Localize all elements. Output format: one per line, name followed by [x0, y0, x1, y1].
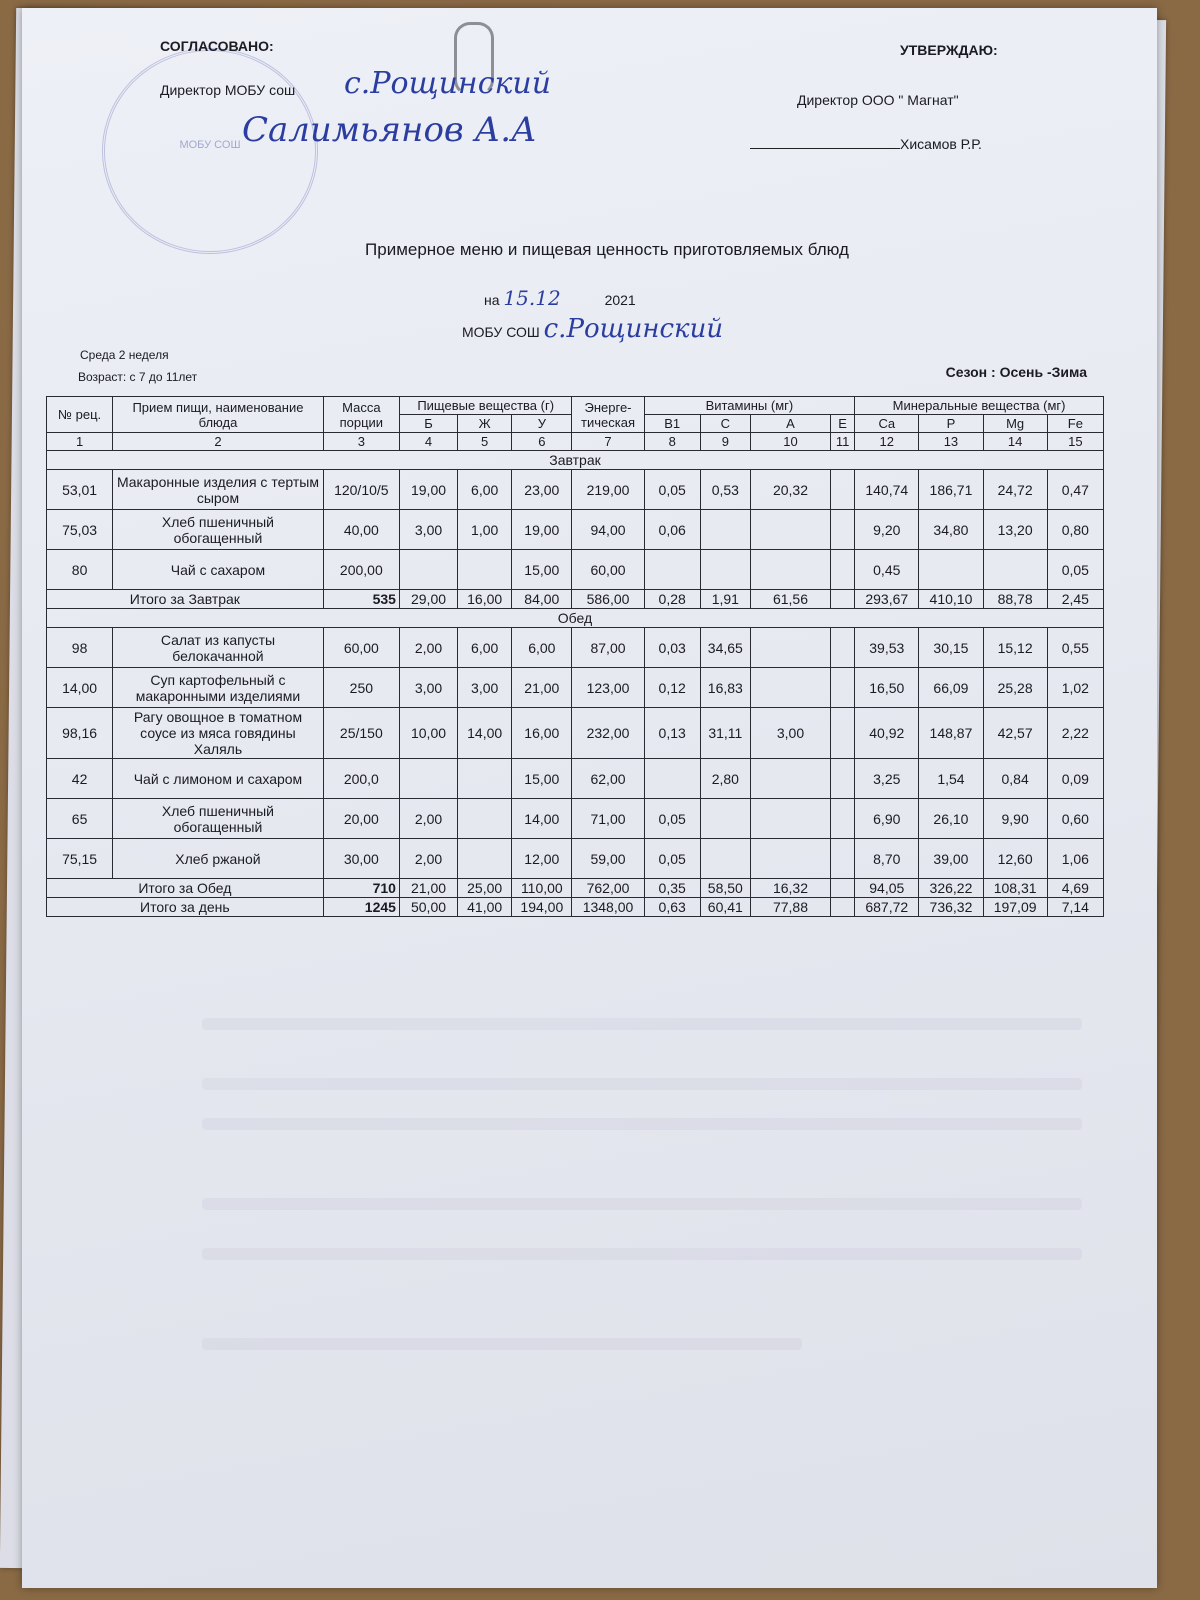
nutrition-value — [750, 510, 830, 550]
total-value: 687,72 — [855, 898, 919, 917]
nutrition-value: 0,53 — [700, 470, 750, 510]
nutrition-value: 200,0 — [323, 759, 399, 799]
nutrition-value: 19,00 — [512, 510, 572, 550]
faded-text-line — [202, 1018, 1082, 1030]
subheader-cell: Fe — [1047, 415, 1103, 433]
total-value: 0,63 — [644, 898, 700, 917]
dish-row — [47, 510, 1104, 550]
nutrition-value — [399, 759, 457, 799]
column-index-cell: 10 — [750, 433, 830, 451]
nutrition-value: 40,92 — [855, 708, 919, 759]
nutrition-value — [644, 759, 700, 799]
subheader-cell: Б — [399, 415, 457, 433]
handwritten-signature: Салимьянов А.А — [242, 110, 537, 150]
total-value: 194,00 — [512, 898, 572, 917]
nutrition-value: 15,00 — [512, 550, 572, 590]
column-index-cell: 6 — [512, 433, 572, 451]
nutrition-value — [700, 510, 750, 550]
nutrition-value: 2,00 — [399, 628, 457, 668]
nutrition-value: 60,00 — [323, 628, 399, 668]
column-index-cell: 3 — [323, 433, 399, 451]
header-minerals: Минеральные вещества (мг) — [855, 397, 1104, 415]
faded-text-line — [202, 1248, 1082, 1260]
nutrition-value: 0,47 — [1047, 470, 1103, 510]
subheader-cell: У — [512, 415, 572, 433]
nutrition-value: 39,00 — [919, 839, 983, 879]
approval-right-name: Хисамов Р.Р. — [750, 136, 982, 152]
nutrition-value: 2,00 — [399, 839, 457, 879]
nutrition-value: 15,12 — [983, 628, 1047, 668]
nutrition-value: 12,00 — [512, 839, 572, 879]
nutrition-value: 60,00 — [572, 550, 644, 590]
nutrition-value: 66,09 — [919, 668, 983, 708]
nutrition-value: 148,87 — [919, 708, 983, 759]
nutrition-value: 20,00 — [323, 799, 399, 839]
dish-row — [47, 759, 1104, 799]
nutrition-value: 0,06 — [644, 510, 700, 550]
dish-name: Рагу овощное в томатном соусе из мяса говядины Халяль — [113, 708, 324, 759]
total-value — [831, 590, 855, 609]
nutrition-value: 16,83 — [700, 668, 750, 708]
nutrition-value: 71,00 — [572, 799, 644, 839]
total-value: 29,00 — [399, 590, 457, 609]
total-value: 7,14 — [1047, 898, 1103, 917]
nutrition-value: 34,80 — [919, 510, 983, 550]
nutrition-value: 1,00 — [458, 510, 512, 550]
nutrition-value: 0,13 — [644, 708, 700, 759]
subheader-cell: В1 — [644, 415, 700, 433]
nutrition-value: 232,00 — [572, 708, 644, 759]
total-value: 16,00 — [458, 590, 512, 609]
column-index-cell: 1 — [47, 433, 113, 451]
header-nutrients: Пищевые вещества (г) — [399, 397, 571, 415]
nutrition-value: 8,70 — [855, 839, 919, 879]
nutrition-value — [700, 839, 750, 879]
nutrition-value — [831, 759, 855, 799]
nutrition-value: 3,00 — [750, 708, 830, 759]
nutrition-value — [831, 839, 855, 879]
dish-name: Чай с сахаром — [113, 550, 324, 590]
nutrition-value: 1,06 — [1047, 839, 1103, 879]
nutrition-value — [831, 628, 855, 668]
nutrition-value: 0,09 — [1047, 759, 1103, 799]
handwritten-date: 15.12 — [503, 286, 561, 310]
total-value: 2,45 — [1047, 590, 1103, 609]
subheader-cell: А — [750, 415, 830, 433]
menu-table — [46, 396, 1104, 917]
total-value: 94,05 — [855, 879, 919, 898]
section-title: Завтрак — [47, 451, 1104, 470]
nutrition-value: 14,00 — [512, 799, 572, 839]
dish-name: Суп картофельный с макаронными изделиями — [113, 668, 324, 708]
nutrition-value — [831, 668, 855, 708]
nutrition-value: 140,74 — [855, 470, 919, 510]
nutrition-value: 25,28 — [983, 668, 1047, 708]
dish-row — [47, 668, 1104, 708]
total-label: Итого за день — [47, 898, 324, 917]
date-line: на 15.12 2021 — [484, 286, 636, 310]
nutrition-value: 2,00 — [399, 799, 457, 839]
total-value: 1348,00 — [572, 898, 644, 917]
nutrition-value: 30,00 — [323, 839, 399, 879]
nutrition-value: 0,05 — [644, 799, 700, 839]
nutrition-value — [750, 550, 830, 590]
total-value: 293,67 — [855, 590, 919, 609]
subheader-cell: Mg — [983, 415, 1047, 433]
nutrition-value — [458, 839, 512, 879]
faded-text-line — [202, 1338, 802, 1350]
nutrition-value — [700, 799, 750, 839]
column-index-cell: 8 — [644, 433, 700, 451]
total-value: 110,00 — [512, 879, 572, 898]
faded-text-line — [202, 1118, 1082, 1130]
dish-row — [47, 708, 1104, 759]
total-value: 586,00 — [572, 590, 644, 609]
column-index-cell: 12 — [855, 433, 919, 451]
faded-text-line — [202, 1198, 1082, 1210]
nutrition-value: 34,65 — [700, 628, 750, 668]
day-label: Среда 2 неделя — [80, 348, 169, 362]
total-value: 0,35 — [644, 879, 700, 898]
nutrition-value: 219,00 — [572, 470, 644, 510]
nutrition-value: 9,90 — [983, 799, 1047, 839]
nutrition-value: 39,53 — [855, 628, 919, 668]
total-value: 762,00 — [572, 879, 644, 898]
nutrition-value: 25/150 — [323, 708, 399, 759]
column-index-cell: 7 — [572, 433, 644, 451]
total-value: 736,32 — [919, 898, 983, 917]
subheader-cell: Ca — [855, 415, 919, 433]
column-index-row — [47, 433, 1104, 451]
nutrition-value — [700, 550, 750, 590]
faded-text-line — [202, 1078, 1082, 1090]
season-label: Сезон : Осень -Зима — [945, 364, 1087, 380]
total-value: 25,00 — [458, 879, 512, 898]
recipe-number: 53,01 — [47, 470, 113, 510]
school-line: МОБУ СОШ с.Рощинский — [462, 314, 724, 344]
nutrition-value: 94,00 — [572, 510, 644, 550]
dish-name: Макаронные изделия с тертым сыром — [113, 470, 324, 510]
nutrition-value: 6,00 — [458, 628, 512, 668]
nutrition-value: 6,90 — [855, 799, 919, 839]
nutrition-value: 19,00 — [399, 470, 457, 510]
recipe-number: 65 — [47, 799, 113, 839]
header-row — [47, 397, 1104, 415]
section-row — [47, 451, 1104, 470]
nutrition-value: 59,00 — [572, 839, 644, 879]
nutrition-value: 3,00 — [399, 510, 457, 550]
column-index-cell: 2 — [113, 433, 324, 451]
subheader-cell: Ж — [458, 415, 512, 433]
nutrition-value: 30,15 — [919, 628, 983, 668]
column-index-cell: 13 — [919, 433, 983, 451]
nutrition-value — [750, 759, 830, 799]
nutrition-value: 3,00 — [458, 668, 512, 708]
total-value: 84,00 — [512, 590, 572, 609]
nutrition-value: 21,00 — [512, 668, 572, 708]
column-index-cell: 9 — [700, 433, 750, 451]
dish-row — [47, 839, 1104, 879]
total-value: 108,31 — [983, 879, 1047, 898]
age-label: Возраст: с 7 до 11лет — [78, 370, 198, 384]
dish-row — [47, 628, 1104, 668]
document-title: Примерное меню и пищевая ценность приготовляемых блюд — [365, 240, 849, 259]
nutrition-value — [831, 799, 855, 839]
nutrition-value: 0,05 — [644, 839, 700, 879]
section-total-row — [47, 590, 1104, 609]
nutrition-value: 13,20 — [983, 510, 1047, 550]
nutrition-value: 250 — [323, 668, 399, 708]
nutrition-value: 0,45 — [855, 550, 919, 590]
nutrition-value: 10,00 — [399, 708, 457, 759]
nutrition-value — [458, 550, 512, 590]
nutrition-value: 0,05 — [1047, 550, 1103, 590]
total-value: 4,69 — [1047, 879, 1103, 898]
nutrition-value — [831, 470, 855, 510]
nutrition-value: 12,60 — [983, 839, 1047, 879]
total-value: 50,00 — [399, 898, 457, 917]
subheader-cell: P — [919, 415, 983, 433]
total-value: 197,09 — [983, 898, 1047, 917]
total-value: 326,22 — [919, 879, 983, 898]
dish-name: Салат из капусты белокачанной — [113, 628, 324, 668]
nutrition-value: 6,00 — [512, 628, 572, 668]
approval-right-role: Директор ООО " Магнат" — [797, 92, 959, 108]
nutrition-value — [750, 799, 830, 839]
nutrition-value: 0,84 — [983, 759, 1047, 799]
total-value: 0,28 — [644, 590, 700, 609]
nutrition-value: 62,00 — [572, 759, 644, 799]
nutrition-value: 2,80 — [700, 759, 750, 799]
header-recipe-number: № рец. — [47, 397, 113, 433]
total-value: 41,00 — [458, 898, 512, 917]
subheader-cell: Е — [831, 415, 855, 433]
header-portion-mass: Масса порции — [323, 397, 399, 433]
approval-right-title: УТВЕРЖДАЮ: — [900, 42, 998, 58]
total-value — [831, 898, 855, 917]
nutrition-value: 186,71 — [919, 470, 983, 510]
total-value: 60,41 — [700, 898, 750, 917]
nutrition-value: 3,25 — [855, 759, 919, 799]
total-value: 58,50 — [700, 879, 750, 898]
nutrition-value — [750, 628, 830, 668]
day-total-row — [47, 898, 1104, 917]
total-value: 61,56 — [750, 590, 830, 609]
nutrition-value: 15,00 — [512, 759, 572, 799]
nutrition-value: 0,05 — [644, 470, 700, 510]
column-index-cell: 15 — [1047, 433, 1103, 451]
dish-name: Хлеб пшеничный обогащенный — [113, 510, 324, 550]
nutrition-value: 40,00 — [323, 510, 399, 550]
nutrition-value — [831, 708, 855, 759]
nutrition-value: 123,00 — [572, 668, 644, 708]
recipe-number: 98,16 — [47, 708, 113, 759]
nutrition-value: 120/10/5 — [323, 470, 399, 510]
nutrition-value: 26,10 — [919, 799, 983, 839]
column-index-cell: 4 — [399, 433, 457, 451]
approval-left-title: СОГЛАСОВАНО: — [160, 38, 274, 54]
dish-name: Хлеб пшеничный обогащенный — [113, 799, 324, 839]
total-mass: 535 — [323, 590, 399, 609]
nutrition-value: 20,32 — [750, 470, 830, 510]
handwritten-school: с.Рощинский — [344, 66, 552, 101]
nutrition-value: 16,50 — [855, 668, 919, 708]
total-value: 77,88 — [750, 898, 830, 917]
nutrition-value — [750, 668, 830, 708]
nutrition-value: 14,00 — [458, 708, 512, 759]
header-energy: Энерге- тическая — [572, 397, 644, 433]
recipe-number: 75,15 — [47, 839, 113, 879]
nutrition-value: 0,80 — [1047, 510, 1103, 550]
total-value — [831, 879, 855, 898]
nutrition-value: 31,11 — [700, 708, 750, 759]
nutrition-value — [458, 799, 512, 839]
total-value: 1,91 — [700, 590, 750, 609]
nutrition-value: 24,72 — [983, 470, 1047, 510]
total-mass: 1245 — [323, 898, 399, 917]
handwritten-school-2: с.Рощинский — [543, 314, 724, 344]
recipe-number: 14,00 — [47, 668, 113, 708]
nutrition-value — [983, 550, 1047, 590]
nutrition-value — [919, 550, 983, 590]
dish-name: Хлеб ржаной — [113, 839, 324, 879]
column-index-cell: 11 — [831, 433, 855, 451]
dish-row — [47, 799, 1104, 839]
dish-row — [47, 550, 1104, 590]
section-title: Обед — [47, 609, 1104, 628]
total-mass: 710 — [323, 879, 399, 898]
nutrition-value — [831, 510, 855, 550]
nutrition-value: 9,20 — [855, 510, 919, 550]
approval-left-role: Директор МОБУ сош — [160, 82, 296, 98]
nutrition-value: 23,00 — [512, 470, 572, 510]
nutrition-value: 87,00 — [572, 628, 644, 668]
school-seal: МОБУ СОШ — [102, 48, 318, 254]
total-value: 410,10 — [919, 590, 983, 609]
nutrition-value — [644, 550, 700, 590]
nutrition-value — [831, 550, 855, 590]
subheader-cell: С — [700, 415, 750, 433]
nutrition-value: 16,00 — [512, 708, 572, 759]
nutrition-value: 2,22 — [1047, 708, 1103, 759]
recipe-number: 80 — [47, 550, 113, 590]
total-value: 88,78 — [983, 590, 1047, 609]
nutrition-value: 200,00 — [323, 550, 399, 590]
column-index-cell: 5 — [458, 433, 512, 451]
nutrition-value — [399, 550, 457, 590]
recipe-number: 75,03 — [47, 510, 113, 550]
nutrition-value: 0,03 — [644, 628, 700, 668]
nutrition-value — [458, 759, 512, 799]
nutrition-value: 0,12 — [644, 668, 700, 708]
total-label: Итого за Завтрак — [47, 590, 324, 609]
total-value: 16,32 — [750, 879, 830, 898]
nutrition-value: 0,55 — [1047, 628, 1103, 668]
header-vitamins: Витамины (мг) — [644, 397, 855, 415]
section-row — [47, 609, 1104, 628]
document-sheet — [22, 8, 1157, 1588]
nutrition-value: 1,54 — [919, 759, 983, 799]
section-total-row — [47, 879, 1104, 898]
nutrition-value: 1,02 — [1047, 668, 1103, 708]
dish-name: Чай с лимоном и сахаром — [113, 759, 324, 799]
nutrition-value: 0,60 — [1047, 799, 1103, 839]
total-label: Итого за Обед — [47, 879, 324, 898]
header-dish-name: Прием пищи, наименование блюда — [113, 397, 324, 433]
recipe-number: 98 — [47, 628, 113, 668]
nutrition-value: 42,57 — [983, 708, 1047, 759]
nutrition-value — [750, 839, 830, 879]
nutrition-value: 3,00 — [399, 668, 457, 708]
dish-row — [47, 470, 1104, 510]
nutrition-value: 6,00 — [458, 470, 512, 510]
recipe-number: 42 — [47, 759, 113, 799]
total-value: 21,00 — [399, 879, 457, 898]
column-index-cell: 14 — [983, 433, 1047, 451]
